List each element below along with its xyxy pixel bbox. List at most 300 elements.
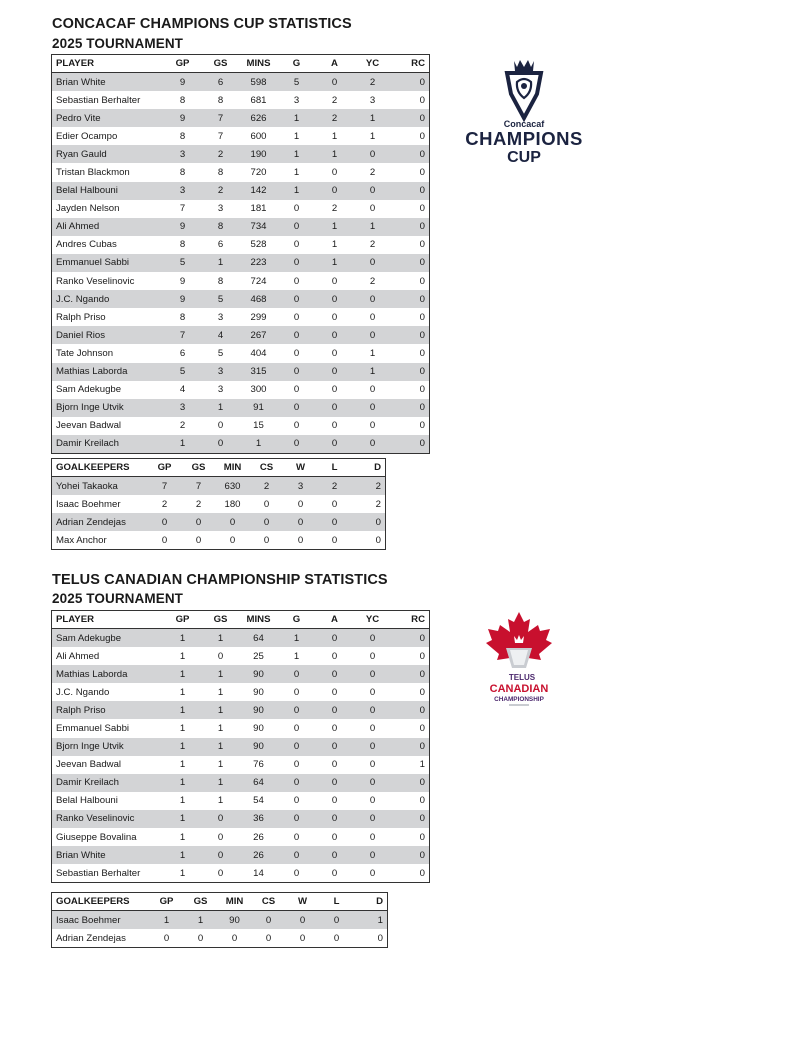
player-name-cell: Pedro Vite bbox=[52, 109, 164, 127]
table-row bbox=[52, 701, 430, 719]
telus-canadian-championship-logo bbox=[482, 610, 556, 714]
stat-cell: 6 bbox=[164, 344, 202, 362]
table-row bbox=[52, 163, 430, 181]
stat-cell: 0 bbox=[202, 828, 240, 846]
player-name-cell: Ali Ahmed bbox=[52, 647, 164, 665]
stat-cell: 0 bbox=[352, 531, 386, 550]
stat-cell: 0 bbox=[316, 344, 354, 362]
stat-cell: 5 bbox=[202, 290, 240, 308]
stat-cell: 0 bbox=[278, 683, 316, 701]
player-name-cell: Isaac Boehmer bbox=[52, 495, 148, 513]
stat-cell: 0 bbox=[316, 308, 354, 326]
table-row bbox=[52, 665, 430, 683]
table-row bbox=[52, 399, 430, 417]
column-header: GOALKEEPERS bbox=[52, 459, 148, 477]
stat-cell: 90 bbox=[240, 701, 278, 719]
player-name-cell: Sebastian Berhalter bbox=[52, 864, 164, 883]
stat-cell: 9 bbox=[164, 218, 202, 236]
stat-cell: 91 bbox=[240, 399, 278, 417]
stat-cell: 1 bbox=[164, 665, 202, 683]
stat-cell: 0 bbox=[278, 308, 316, 326]
stat-cell: 0 bbox=[392, 381, 430, 399]
stat-cell: 7 bbox=[164, 326, 202, 344]
stat-cell: 0 bbox=[278, 399, 316, 417]
stat-cell: 0 bbox=[252, 929, 286, 948]
table-row bbox=[52, 254, 430, 272]
stat-cell: 1 bbox=[278, 145, 316, 163]
stat-cell: 0 bbox=[202, 435, 240, 454]
stat-cell: 0 bbox=[354, 929, 388, 948]
stat-cell: 0 bbox=[354, 629, 392, 648]
player-name-cell: Brian White bbox=[52, 73, 164, 92]
player-name-cell: Andres Cubas bbox=[52, 236, 164, 254]
stat-cell: 6 bbox=[202, 73, 240, 92]
stat-cell: 0 bbox=[318, 531, 352, 550]
column-header: G bbox=[278, 611, 316, 629]
stat-cell: 1 bbox=[164, 683, 202, 701]
stat-cell: 1 bbox=[164, 828, 202, 846]
stat-cell: 0 bbox=[392, 308, 430, 326]
stat-cell: 8 bbox=[164, 236, 202, 254]
player-name-cell: Tristan Blackmon bbox=[52, 163, 164, 181]
stat-cell: 0 bbox=[278, 864, 316, 883]
crown-icon bbox=[507, 60, 541, 118]
stat-cell: 223 bbox=[240, 254, 278, 272]
stat-cell: 1 bbox=[164, 864, 202, 883]
column-header: MINS bbox=[240, 55, 278, 73]
table-row bbox=[52, 911, 388, 930]
stat-cell: 1 bbox=[164, 701, 202, 719]
stat-cell: 1 bbox=[164, 738, 202, 756]
table-row bbox=[52, 381, 430, 399]
player-name-cell: Adrian Zendejas bbox=[52, 513, 148, 531]
stat-cell: 1 bbox=[278, 109, 316, 127]
stat-cell: 0 bbox=[354, 200, 392, 218]
stat-cell: 0 bbox=[316, 290, 354, 308]
stat-cell: 0 bbox=[354, 792, 392, 810]
table-row bbox=[52, 719, 430, 737]
stat-cell: 0 bbox=[316, 399, 354, 417]
table-row bbox=[52, 272, 430, 290]
stat-cell: 2 bbox=[202, 145, 240, 163]
table-row bbox=[52, 738, 430, 756]
stat-cell: 15 bbox=[240, 417, 278, 435]
stat-cell: 0 bbox=[392, 200, 430, 218]
stat-cell: 0 bbox=[316, 417, 354, 435]
stat-cell: 0 bbox=[392, 73, 430, 92]
stat-cell: 0 bbox=[278, 218, 316, 236]
stat-cell: 1 bbox=[202, 254, 240, 272]
stat-cell: 0 bbox=[354, 417, 392, 435]
column-header: MINS bbox=[240, 611, 278, 629]
table-row bbox=[52, 929, 388, 948]
stat-cell: 0 bbox=[392, 792, 430, 810]
stat-cell: 0 bbox=[318, 513, 352, 531]
stat-cell: 2 bbox=[316, 91, 354, 109]
stat-cell: 14 bbox=[240, 864, 278, 883]
player-name-cell: Yohei Takaoka bbox=[52, 477, 148, 496]
stat-cell: 0 bbox=[354, 308, 392, 326]
stat-cell: 0 bbox=[354, 756, 392, 774]
stat-cell: 404 bbox=[240, 344, 278, 362]
column-header: W bbox=[284, 459, 318, 477]
stat-cell: 1 bbox=[202, 683, 240, 701]
stat-cell: 1 bbox=[278, 163, 316, 181]
stat-cell: 0 bbox=[250, 495, 284, 513]
stat-cell: 1 bbox=[240, 435, 278, 454]
stat-cell: 0 bbox=[182, 513, 216, 531]
stat-cell: 1 bbox=[202, 774, 240, 792]
stat-cell: 1 bbox=[202, 719, 240, 737]
stat-cell: 1 bbox=[164, 647, 202, 665]
stat-cell: 0 bbox=[392, 846, 430, 864]
table-row bbox=[52, 846, 430, 864]
stat-cell: 0 bbox=[316, 363, 354, 381]
stat-cell: 0 bbox=[278, 272, 316, 290]
stat-cell: 90 bbox=[240, 738, 278, 756]
table-row bbox=[52, 91, 430, 109]
stat-cell: 54 bbox=[240, 792, 278, 810]
stat-cell: 2 bbox=[182, 495, 216, 513]
stat-cell: 3 bbox=[202, 363, 240, 381]
column-header: A bbox=[316, 55, 354, 73]
table-row bbox=[52, 756, 430, 774]
stat-cell: 0 bbox=[216, 513, 250, 531]
stat-cell: 0 bbox=[354, 810, 392, 828]
stat-cell: 0 bbox=[250, 513, 284, 531]
stat-cell: 0 bbox=[354, 774, 392, 792]
stat-cell: 0 bbox=[320, 911, 354, 930]
stat-cell: 1 bbox=[316, 145, 354, 163]
stat-cell: 0 bbox=[392, 435, 430, 454]
column-header: G bbox=[278, 55, 316, 73]
table-row bbox=[52, 109, 430, 127]
stat-cell: 0 bbox=[392, 236, 430, 254]
stat-cell: 0 bbox=[316, 647, 354, 665]
player-name-cell: Giuseppe Bovalina bbox=[52, 828, 164, 846]
stat-cell: 1 bbox=[202, 738, 240, 756]
player-name-cell: Bjorn Inge Utvik bbox=[52, 399, 164, 417]
ccc-logo-line2: CHAMPIONS bbox=[465, 128, 583, 149]
stat-cell: 1 bbox=[164, 846, 202, 864]
stat-cell: 3 bbox=[202, 308, 240, 326]
player-name-cell: Ralph Priso bbox=[52, 701, 164, 719]
stat-cell: 2 bbox=[164, 417, 202, 435]
stat-cell: 1 bbox=[202, 792, 240, 810]
column-header: RC bbox=[392, 55, 430, 73]
stat-cell: 6 bbox=[202, 236, 240, 254]
concacaf-champions-cup-logo bbox=[462, 56, 586, 166]
stat-cell: 0 bbox=[202, 810, 240, 828]
stat-cell: 2 bbox=[148, 495, 182, 513]
stat-cell: 2 bbox=[316, 200, 354, 218]
stat-cell: 1 bbox=[150, 911, 184, 930]
column-header: GS bbox=[182, 459, 216, 477]
column-header: MIN bbox=[216, 459, 250, 477]
stat-cell: 1 bbox=[354, 218, 392, 236]
player-name-cell: Ranko Veselinovic bbox=[52, 810, 164, 828]
stat-cell: 1 bbox=[164, 435, 202, 454]
stat-cell: 0 bbox=[284, 513, 318, 531]
player-name-cell: Sam Adekugbe bbox=[52, 629, 164, 648]
stat-cell: 0 bbox=[354, 846, 392, 864]
table-row bbox=[52, 218, 430, 236]
stat-cell: 724 bbox=[240, 272, 278, 290]
stat-cell: 0 bbox=[392, 828, 430, 846]
stat-cell: 0 bbox=[354, 290, 392, 308]
stat-cell: 0 bbox=[278, 701, 316, 719]
stat-cell: 315 bbox=[240, 363, 278, 381]
stat-cell: 2 bbox=[316, 109, 354, 127]
stat-cell: 0 bbox=[392, 719, 430, 737]
ccc-logo-line1: Concacaf bbox=[503, 119, 545, 129]
column-header: YC bbox=[354, 611, 392, 629]
stat-cell: 1 bbox=[164, 756, 202, 774]
stat-cell: 1 bbox=[354, 127, 392, 145]
player-name-cell: Bjorn Inge Utvik bbox=[52, 738, 164, 756]
tcc-title: TELUS CANADIAN CHAMPIONSHIP STATISTICS bbox=[52, 572, 388, 588]
tcc-logo-line2: CANADIAN bbox=[489, 683, 549, 695]
stat-cell: 0 bbox=[392, 810, 430, 828]
tcc-subtitle: 2025 TOURNAMENT bbox=[52, 591, 184, 606]
ccc-players-table bbox=[51, 54, 430, 454]
stat-cell: 8 bbox=[164, 308, 202, 326]
header-row bbox=[52, 611, 430, 629]
stat-cell: 0 bbox=[392, 738, 430, 756]
stat-cell: 0 bbox=[316, 629, 354, 648]
stat-cell: 2 bbox=[354, 163, 392, 181]
stat-cell: 0 bbox=[316, 810, 354, 828]
stat-cell: 64 bbox=[240, 629, 278, 648]
stat-cell: 7 bbox=[182, 477, 216, 496]
stat-cell: 4 bbox=[164, 381, 202, 399]
stat-cell: 0 bbox=[278, 290, 316, 308]
stat-cell: 0 bbox=[392, 417, 430, 435]
stat-cell: 0 bbox=[392, 272, 430, 290]
table-row bbox=[52, 200, 430, 218]
stat-cell: 0 bbox=[182, 531, 216, 550]
stat-cell: 1 bbox=[316, 236, 354, 254]
stat-cell: 0 bbox=[318, 495, 352, 513]
stat-cell: 0 bbox=[316, 719, 354, 737]
table-row bbox=[52, 683, 430, 701]
player-name-cell: Tate Johnson bbox=[52, 344, 164, 362]
column-header: GOALKEEPERS bbox=[52, 893, 150, 911]
stat-cell: 598 bbox=[240, 73, 278, 92]
stat-cell: 0 bbox=[316, 864, 354, 883]
stat-cell: 528 bbox=[240, 236, 278, 254]
player-name-cell: Damir Kreilach bbox=[52, 774, 164, 792]
stat-cell: 1 bbox=[316, 218, 354, 236]
stat-cell: 3 bbox=[354, 91, 392, 109]
stat-cell: 7 bbox=[164, 200, 202, 218]
stat-cell: 0 bbox=[286, 911, 320, 930]
stat-cell: 0 bbox=[278, 665, 316, 683]
stat-cell: 0 bbox=[354, 701, 392, 719]
column-header: GP bbox=[164, 55, 202, 73]
stat-cell: 0 bbox=[392, 163, 430, 181]
stat-cell: 0 bbox=[392, 665, 430, 683]
stat-cell: 0 bbox=[316, 182, 354, 200]
stat-cell: 1 bbox=[164, 719, 202, 737]
player-name-cell: Mathias Laborda bbox=[52, 665, 164, 683]
stat-cell: 0 bbox=[286, 929, 320, 948]
stat-cell: 8 bbox=[164, 163, 202, 181]
stat-cell: 1 bbox=[354, 911, 388, 930]
stat-cell: 0 bbox=[278, 417, 316, 435]
stat-cell: 64 bbox=[240, 774, 278, 792]
stat-cell: 0 bbox=[354, 665, 392, 683]
player-name-cell: Belal Halbouni bbox=[52, 182, 164, 200]
stat-cell: 1 bbox=[278, 647, 316, 665]
header-row bbox=[52, 55, 430, 73]
stat-cell: 720 bbox=[240, 163, 278, 181]
stat-cell: 681 bbox=[240, 91, 278, 109]
stat-cell: 2 bbox=[250, 477, 284, 496]
header-row bbox=[52, 459, 386, 477]
table-row bbox=[52, 531, 386, 550]
player-name-cell: Brian White bbox=[52, 846, 164, 864]
table-row bbox=[52, 864, 430, 883]
stat-cell: 8 bbox=[202, 218, 240, 236]
stat-cell: 2 bbox=[352, 495, 386, 513]
stat-cell: 0 bbox=[392, 218, 430, 236]
player-name-cell: Mathias Laborda bbox=[52, 363, 164, 381]
table-row bbox=[52, 73, 430, 92]
stat-cell: 0 bbox=[278, 254, 316, 272]
stat-cell: 0 bbox=[354, 254, 392, 272]
stat-cell: 2 bbox=[202, 182, 240, 200]
stat-cell: 1 bbox=[354, 344, 392, 362]
stat-cell: 0 bbox=[148, 513, 182, 531]
stat-cell: 9 bbox=[164, 290, 202, 308]
column-header: GS bbox=[184, 893, 218, 911]
stat-cell: 0 bbox=[354, 381, 392, 399]
stat-cell: 1 bbox=[316, 254, 354, 272]
stat-cell: 0 bbox=[202, 864, 240, 883]
ccc-title: CONCACAF CHAMPIONS CUP STATISTICS bbox=[52, 16, 352, 32]
stat-cell: 90 bbox=[218, 911, 252, 930]
stat-cell: 0 bbox=[278, 363, 316, 381]
stat-cell: 1 bbox=[164, 792, 202, 810]
stat-cell: 0 bbox=[278, 810, 316, 828]
stat-cell: 0 bbox=[316, 738, 354, 756]
stat-cell: 0 bbox=[354, 683, 392, 701]
column-header: A bbox=[316, 611, 354, 629]
stat-cell: 0 bbox=[278, 828, 316, 846]
stat-cell: 0 bbox=[216, 531, 250, 550]
stat-cell: 4 bbox=[202, 326, 240, 344]
stat-cell: 0 bbox=[278, 756, 316, 774]
stat-cell: 0 bbox=[316, 435, 354, 454]
stat-cell: 468 bbox=[240, 290, 278, 308]
stat-cell: 1 bbox=[202, 629, 240, 648]
stat-cell: 0 bbox=[278, 344, 316, 362]
stat-cell: 1 bbox=[316, 127, 354, 145]
column-header: PLAYER bbox=[52, 611, 164, 629]
stat-cell: 0 bbox=[184, 929, 218, 948]
stat-cell: 5 bbox=[202, 344, 240, 362]
table-row bbox=[52, 513, 386, 531]
stat-cell: 0 bbox=[354, 435, 392, 454]
stat-cell: 0 bbox=[218, 929, 252, 948]
table-row bbox=[52, 363, 430, 381]
column-header: YC bbox=[354, 55, 392, 73]
column-header: D bbox=[352, 459, 386, 477]
stat-cell: 3 bbox=[202, 200, 240, 218]
player-name-cell: Edier Ocampo bbox=[52, 127, 164, 145]
stat-cell: 0 bbox=[278, 435, 316, 454]
stat-cell: 5 bbox=[164, 254, 202, 272]
stat-cell: 0 bbox=[392, 344, 430, 362]
stat-cell: 1 bbox=[202, 701, 240, 719]
stat-cell: 0 bbox=[316, 381, 354, 399]
stat-cell: 1 bbox=[278, 629, 316, 648]
stat-cell: 0 bbox=[250, 531, 284, 550]
column-header: RC bbox=[392, 611, 430, 629]
stat-cell: 5 bbox=[164, 363, 202, 381]
stat-cell: 0 bbox=[392, 701, 430, 719]
tcc-logo-line1: TELUS bbox=[508, 673, 536, 682]
stat-cell: 0 bbox=[278, 381, 316, 399]
stat-cell: 0 bbox=[354, 738, 392, 756]
stat-cell: 0 bbox=[278, 719, 316, 737]
stat-cell: 0 bbox=[352, 513, 386, 531]
stat-cell: 0 bbox=[392, 683, 430, 701]
table-row bbox=[52, 145, 430, 163]
tcc-logo-line3: CHAMPIONSHIP bbox=[494, 696, 544, 703]
column-header: D bbox=[354, 893, 388, 911]
stat-cell: 8 bbox=[202, 163, 240, 181]
player-name-cell: J.C. Ngando bbox=[52, 683, 164, 701]
stat-cell: 1 bbox=[278, 182, 316, 200]
player-name-cell: Max Anchor bbox=[52, 531, 148, 550]
stat-cell: 1 bbox=[392, 756, 430, 774]
stat-cell: 142 bbox=[240, 182, 278, 200]
player-name-cell: Jayden Nelson bbox=[52, 200, 164, 218]
tcc-players-table bbox=[51, 610, 430, 883]
table-row bbox=[52, 828, 430, 846]
column-header: GS bbox=[202, 55, 240, 73]
stat-cell: 600 bbox=[240, 127, 278, 145]
stat-cell: 0 bbox=[354, 326, 392, 344]
player-name-cell: Isaac Boehmer bbox=[52, 911, 150, 930]
stat-cell: 0 bbox=[202, 417, 240, 435]
stat-cell: 1 bbox=[184, 911, 218, 930]
column-header: W bbox=[286, 893, 320, 911]
stat-cell: 2 bbox=[354, 73, 392, 92]
table-row bbox=[52, 647, 430, 665]
column-header: GS bbox=[202, 611, 240, 629]
stat-cell: 0 bbox=[316, 701, 354, 719]
player-name-cell: Belal Halbouni bbox=[52, 792, 164, 810]
player-name-cell: Ali Ahmed bbox=[52, 218, 164, 236]
stat-cell: 0 bbox=[392, 254, 430, 272]
stat-cell: 0 bbox=[392, 290, 430, 308]
table-row bbox=[52, 495, 386, 513]
stat-cell: 7 bbox=[148, 477, 182, 496]
column-header: GP bbox=[164, 611, 202, 629]
stat-cell: 36 bbox=[240, 810, 278, 828]
player-name-cell: Sam Adekugbe bbox=[52, 381, 164, 399]
stat-cell: 3 bbox=[164, 399, 202, 417]
stat-cell: 0 bbox=[202, 647, 240, 665]
stat-cell: 26 bbox=[240, 846, 278, 864]
stat-cell: 1 bbox=[202, 399, 240, 417]
table-row bbox=[52, 290, 430, 308]
stat-cell: 0 bbox=[392, 91, 430, 109]
stat-cell: 0 bbox=[354, 145, 392, 163]
